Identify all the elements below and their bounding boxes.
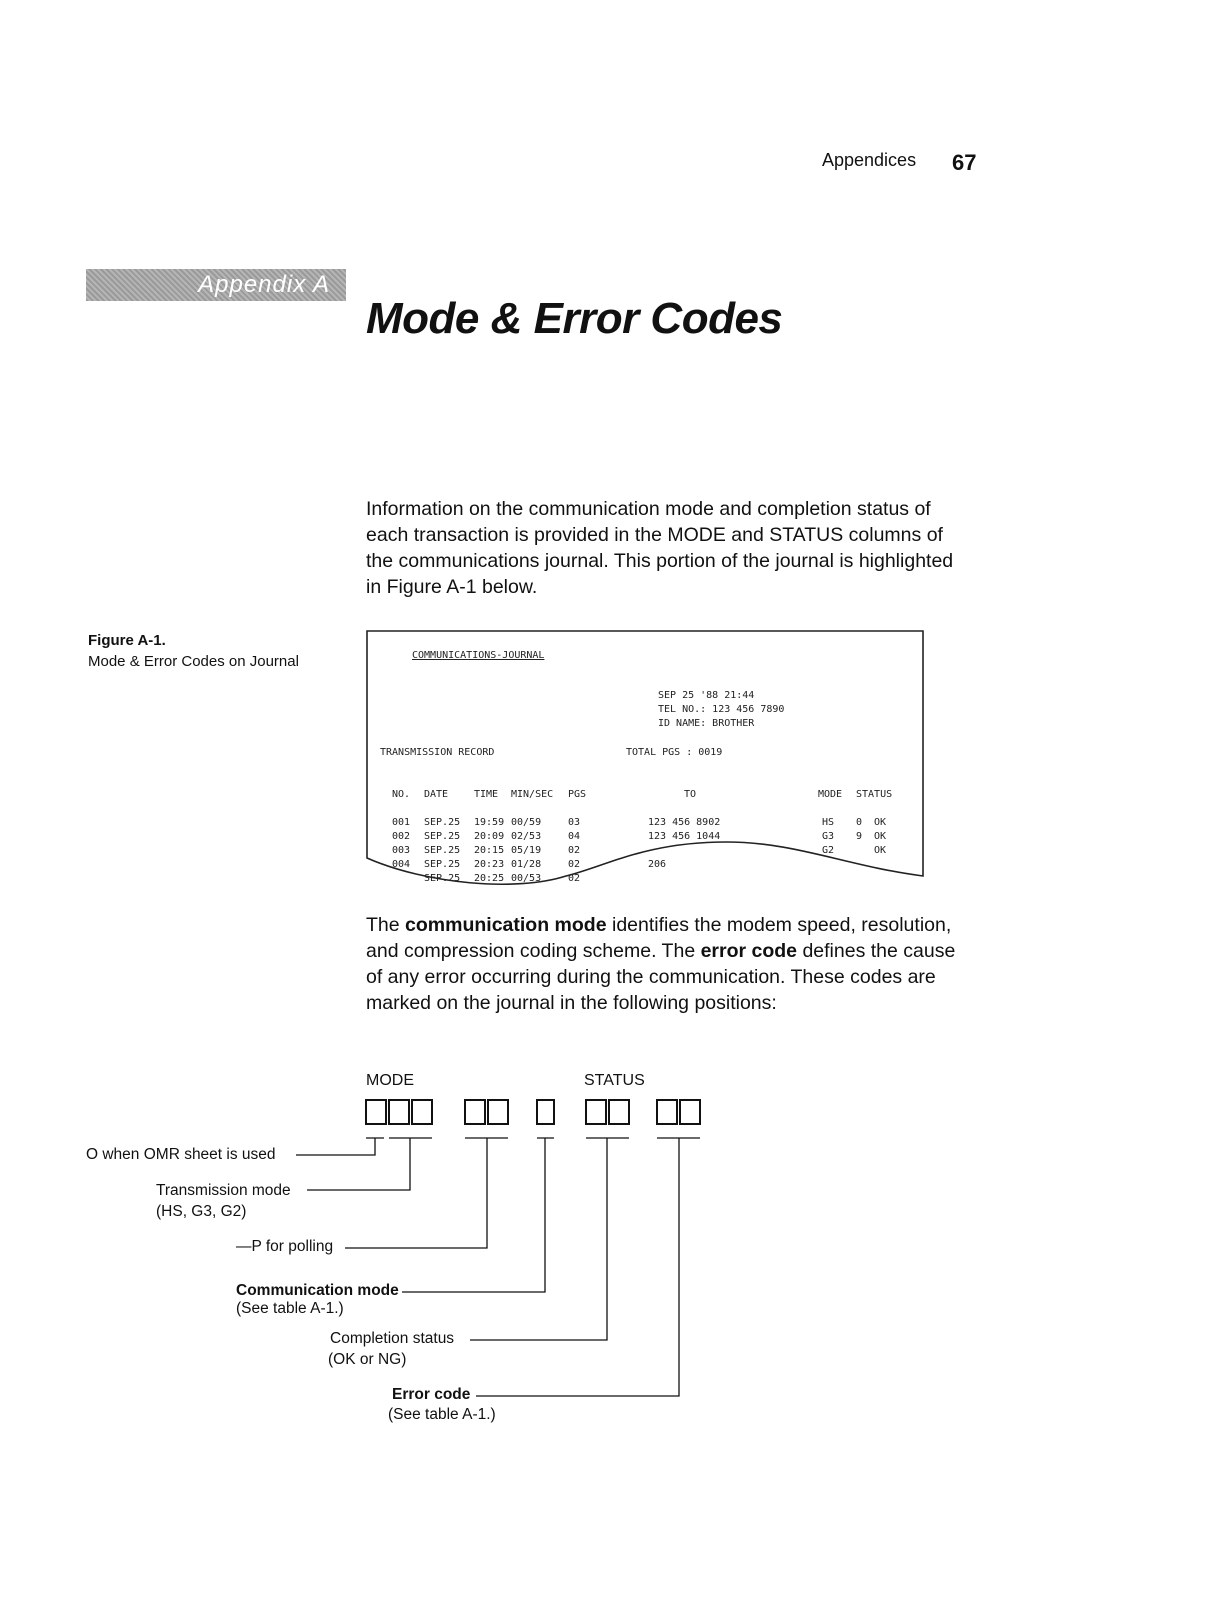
code-box — [657, 1100, 677, 1124]
journal-record-label: TRANSMISSION RECORD — [380, 747, 495, 758]
journal-cell-time: 20:25 — [474, 873, 505, 884]
journal-cell-mode: G3 — [822, 831, 835, 842]
journal-cell-status: OK — [874, 817, 887, 828]
omr-label: O when OMR sheet is used — [86, 1146, 276, 1163]
code-box — [586, 1100, 606, 1124]
running-header-section: Appendices — [822, 150, 917, 170]
term-error-code: error code — [700, 940, 798, 962]
code-box — [488, 1100, 508, 1124]
completion-status-values: (OK or NG) — [328, 1351, 407, 1368]
code-box — [609, 1100, 629, 1124]
error-code-label: Error code — [392, 1386, 471, 1403]
journal-cell-to: 123 456 1044 — [648, 831, 721, 842]
error-code-ref: (See table A-1.) — [388, 1406, 496, 1423]
polling-label: —P for polling — [236, 1238, 334, 1255]
code-position-diagram — [0, 1060, 1228, 1440]
journal-col-mode: MODE — [818, 789, 843, 800]
journal-cell-no: 003 — [392, 845, 411, 856]
journal-cell-date: SEP.25 — [424, 831, 461, 842]
completion-status-label: Completion status — [330, 1330, 455, 1347]
journal-cell-date: SEP.25 — [424, 817, 461, 828]
journal-cell-pgs: 04 — [568, 831, 581, 842]
mode-heading: MODE — [366, 1072, 414, 1089]
journal-cell-minsec: 00/53 — [511, 873, 542, 884]
journal-title: COMMUNICATIONS-JOURNAL — [412, 650, 545, 661]
journal-cell-date: SEP.25 — [424, 873, 461, 884]
journal-cell-code: 9 — [856, 831, 863, 842]
journal-col-date: DATE — [424, 789, 449, 800]
journal-total-pages: TOTAL PGS : 0019 — [626, 747, 723, 758]
figure-label: Figure A-1. — [88, 632, 166, 649]
journal-cell-time: 20:15 — [474, 845, 505, 856]
journal-cell-code: 0 — [856, 817, 863, 828]
journal-col-pgs: PGS — [568, 789, 587, 800]
body-text-2: identifies the modem speed, resolution, and compression coding scheme. The — [366, 914, 952, 962]
journal-cell-date: SEP.25 — [424, 845, 461, 856]
journal-cell-pgs: 02 — [568, 845, 581, 856]
code-box — [389, 1100, 409, 1124]
communication-mode-label: Communication mode — [236, 1282, 399, 1299]
journal-cell-no: 002 — [392, 831, 411, 842]
journal-tel: TEL NO.: 123 456 7890 — [658, 704, 785, 715]
journal-figure — [366, 630, 924, 892]
journal-col-minsec: MIN/SEC — [511, 789, 554, 800]
journal-id-name: ID NAME: BROTHER — [658, 718, 755, 729]
journal-cell-minsec: 05/19 — [511, 845, 542, 856]
body-text-1: The — [366, 914, 406, 936]
journal-col-status: STATUS — [856, 789, 893, 800]
journal-cell-mode: HS — [822, 817, 835, 828]
intro-paragraph: Information on the communication mode and completion status of each transaction is provided in the MODE and STATUS columns of the communications journal. This portion of the journal is highlighted in Figure A-1 below. — [366, 498, 954, 598]
journal-cell-minsec: 00/59 — [511, 817, 542, 828]
appendix-tag: Appendix A — [86, 269, 346, 301]
journal-cell-time: 19:59 — [474, 817, 505, 828]
journal-cell-status: OK — [874, 845, 887, 856]
journal-cell-date: SEP.25 — [424, 859, 461, 870]
transmission-mode-label: Transmission mode — [156, 1182, 291, 1199]
code-diagram-lines — [0, 1060, 1228, 1440]
journal-cell-mode: G2 — [822, 845, 835, 856]
code-box — [465, 1100, 485, 1124]
journal-col-time: TIME — [474, 789, 499, 800]
journal-date: SEP 25 '88 21:44 — [658, 690, 755, 701]
journal-cell-time: 20:09 — [474, 831, 505, 842]
code-box — [680, 1100, 700, 1124]
page-number: 67 — [952, 150, 977, 175]
journal-cell-time: 20:23 — [474, 859, 505, 870]
journal-cell-pgs: 02 — [568, 859, 581, 870]
code-box — [537, 1100, 554, 1124]
journal-cell-pgs: 03 — [568, 817, 581, 828]
journal-cell-to: 206 — [648, 859, 667, 870]
code-box — [366, 1100, 386, 1124]
journal-cell-status: OK — [874, 831, 887, 842]
code-box — [412, 1100, 432, 1124]
journal-cell-no: 004 — [392, 859, 411, 870]
journal-cell-no: 001 — [392, 817, 411, 828]
figure-caption: Mode & Error Codes on Journal — [88, 653, 299, 670]
journal-col-no: NO. — [392, 789, 411, 800]
transmission-mode-values: (HS, G3, G2) — [156, 1203, 247, 1220]
term-communication-mode: communication mode — [405, 914, 607, 936]
journal-cell-pgs: 02 — [568, 873, 581, 884]
journal-col-to: TO — [684, 789, 697, 800]
body-text-3: defines the cause of any error occurring during the communication. These codes are marked on the journal in the following positions: — [366, 940, 956, 1014]
journal-cell-minsec: 01/28 — [511, 859, 542, 870]
status-heading: STATUS — [584, 1072, 645, 1089]
body-paragraph — [366, 912, 956, 1016]
communication-mode-ref: (See table A-1.) — [236, 1300, 344, 1317]
journal-cell-minsec: 02/53 — [511, 831, 542, 842]
page-title: Mode & Error Codes — [366, 294, 783, 343]
journal-cell-to: 123 456 8902 — [648, 817, 721, 828]
